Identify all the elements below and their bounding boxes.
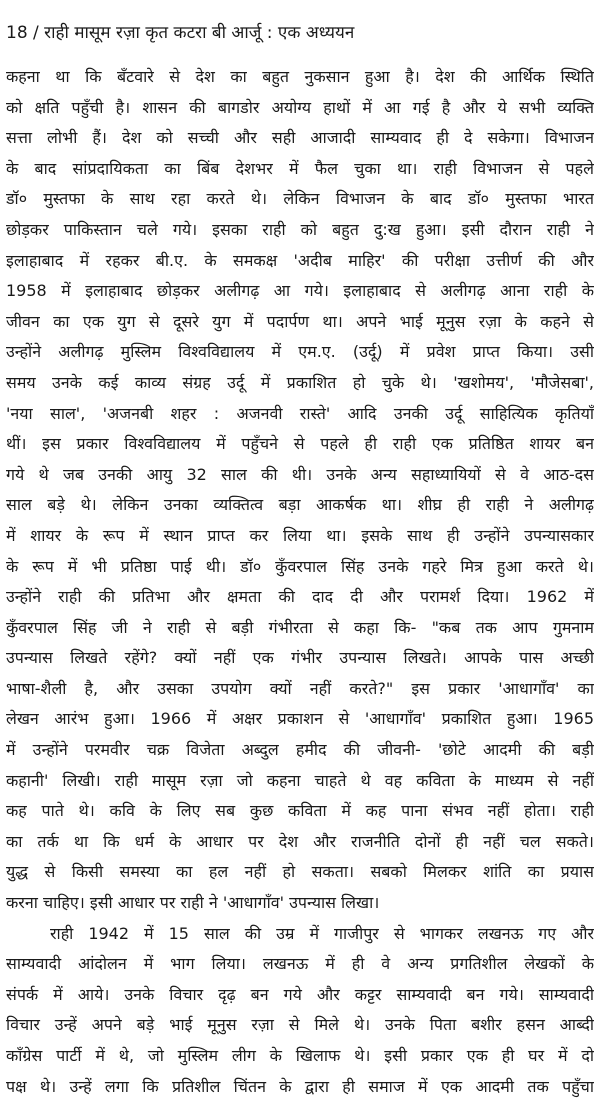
- text-line: थीं। इस प्रकार विश्वविद्यालय में पहुँचने से पहले ही राही एक प्रतिष्ठित शायर बन: [6, 434, 594, 454]
- paragraph-end-line: करना चाहिए। इसी आधार पर राही ने 'आधागाँव' उपन्यास लिखा।: [6, 893, 380, 913]
- text-line: में उन्होंने परमवीर चक्र विजेता अब्दुल हमीद की जीवनी- 'छोटे आदमी की बड़ी: [6, 740, 594, 760]
- text-line: कह पाते थे। कवि के लिए सब कुछ कविता में कह पाना संभव नहीं होता। राही: [6, 801, 594, 821]
- text-line: के रूप में भी प्रतिष्ठा पाई थी। डॉ० कुँवरपाल सिंह उनके गहरे मित्र हुआ करते थे।: [6, 556, 594, 576]
- text-line: जीवन का एक युग से दूसरे युग में पदार्पण था। अपने भाई मूनुस रज़ा के कहने से: [6, 311, 594, 331]
- text-line: साम्यवादी आंदोलन में भाग लिया। लखनऊ में ही वे अन्य प्रगतिशील लेखकों के: [6, 954, 594, 974]
- text-line: लेखन आरंभ हुआ। 1966 में अक्षर प्रकाशन से 'आधागाँव' प्रकाशित हुआ। 1965: [6, 709, 594, 729]
- text-line: डॉ० मुस्तफा के साथ रहा करते थे। लेकिन विभाजन के बाद डॉ० मुस्तफा भारत: [6, 189, 594, 209]
- text-line: उन्होंने अलीगढ़ मुस्लिम विश्वविद्यालय में एम.ए. (उर्दू) में प्रवेश प्राप्त किया। उसी: [6, 342, 594, 362]
- text-line: युद्ध से किसी समस्या का हल नहीं हो सकता। सबको मिलकर शांति का प्रयास: [6, 862, 594, 882]
- body-text: [6, 62, 594, 1102]
- text-line: साल बड़े थे। लेकिन उनका व्यक्तित्व बड़ा आकर्षक था। शीघ्र ही राही ने अलीगढ़: [6, 495, 594, 515]
- text-line: के बाद सांप्रदायिकता का बिंब देशभर में फैल चुका था। राही विभाजन से पहले: [6, 158, 594, 178]
- text-line: 'नया साल', 'अजनबी शहर : अजनवी रास्ते' आदि उनकी उर्दू साहित्यिक कृतियाँ: [6, 403, 594, 423]
- text-line: में शायर के रूप में स्थान प्राप्त कर लिया था। इसके साथ ही उन्होंने उपन्यासकार: [6, 525, 594, 545]
- text-line: को क्षति पहुँची है। शासन की बागडोर अयोग्य हाथों में आ गई है और ये सभी व्यक्ति: [6, 97, 594, 117]
- text-line: गये थे जब उनकी आयु 32 साल की थी। उनके अन्य सहाध्यायियों से वे आठ-दस: [6, 464, 594, 484]
- running-head: 18 / राही मासूम रज़ा कृत कटरा बी आर्जू : एक अध्ययन: [6, 23, 355, 43]
- book-page: [6, 0, 594, 1096]
- text-line: पक्ष थे। उन्हें लगा कि प्रतिशील चिंतन के द्वारा ही समाज में एक आदमी तक पहुँचा: [6, 1076, 594, 1096]
- text-line: 1958 में इलाहाबाद छोड़कर अलीगढ़ आ गये। इलाहाबाद से अलीगढ़ आना राही के: [6, 281, 594, 301]
- text-line: कहानी' लिखी। राही मासूम रज़ा जो कहना चाहते थे वह कविता के माध्यम से नहीं: [6, 770, 594, 790]
- text-line: संपर्क में आये। उनके विचार दृढ़ बन गये और कट्टर साम्यवादी बन गये। साम्यवादी: [6, 984, 594, 1004]
- paragraph-start-line: राही 1942 में 15 साल की उम्र में गाजीपुर से भागकर लखनऊ गए और: [50, 923, 594, 943]
- text-line: भाषा-शैली है, और उसका उपयोग क्यों नहीं करते?" इस प्रकार 'आधागाँव' का: [6, 678, 594, 698]
- text-line: कुँवरपाल सिंह जी ने राही से बड़ी गंभीरता से कहा कि- "कब तक आप गुमनाम: [6, 617, 594, 637]
- text-line: का तर्क था कि धर्म के आधार पर देश और राजनीति दोनों ही नहीं चल सकते।: [6, 831, 594, 851]
- text-line: इलाहाबाद में रहकर बी.ए. के समकक्ष 'अदीब माहिर' की परीक्षा उत्तीर्ण की और: [6, 250, 594, 270]
- text-line: कॉंग्रेस पार्टी में थे, जो मुस्लिम लीग के खिलाफ थे। इसी प्रकार एक ही घर में दो: [6, 1046, 594, 1065]
- text-line: सत्ता लोभी हैं। देश को सच्ची और सही आजादी साम्यवाद ही दे सकेगा। विभाजन: [6, 128, 594, 148]
- text-line: विचार उन्हें अपने बड़े भाई मूनुस रज़ा से मिले थे। उनके पिता बशीर हसन आब्दी: [6, 1015, 594, 1035]
- text-line: उन्होंने राही की प्रतिभा और क्षमता की दाद दी और परामर्श दिया। 1962 में: [6, 587, 594, 607]
- text-line: कहना था कि बँटवारे से देश का बहुत नुकसान हुआ है। देश की आर्थिक स्थिति: [6, 67, 594, 86]
- text-line: उपन्यास लिखते रहेंगे? क्यों नहीं एक गंभीर उपन्यास लिखते। आपके पास अच्छी: [6, 648, 594, 668]
- text-line: छोड़कर पाकिस्तान चले गये। इसका राही को बहुत दु:ख हुआ। इसी दौरान राही ने: [6, 219, 594, 239]
- text-line: समय उनके कई काव्य संग्रह उर्दू में प्रकाशित हो चुके थे। 'खशोमय', 'मौजेसबा',: [6, 372, 594, 392]
